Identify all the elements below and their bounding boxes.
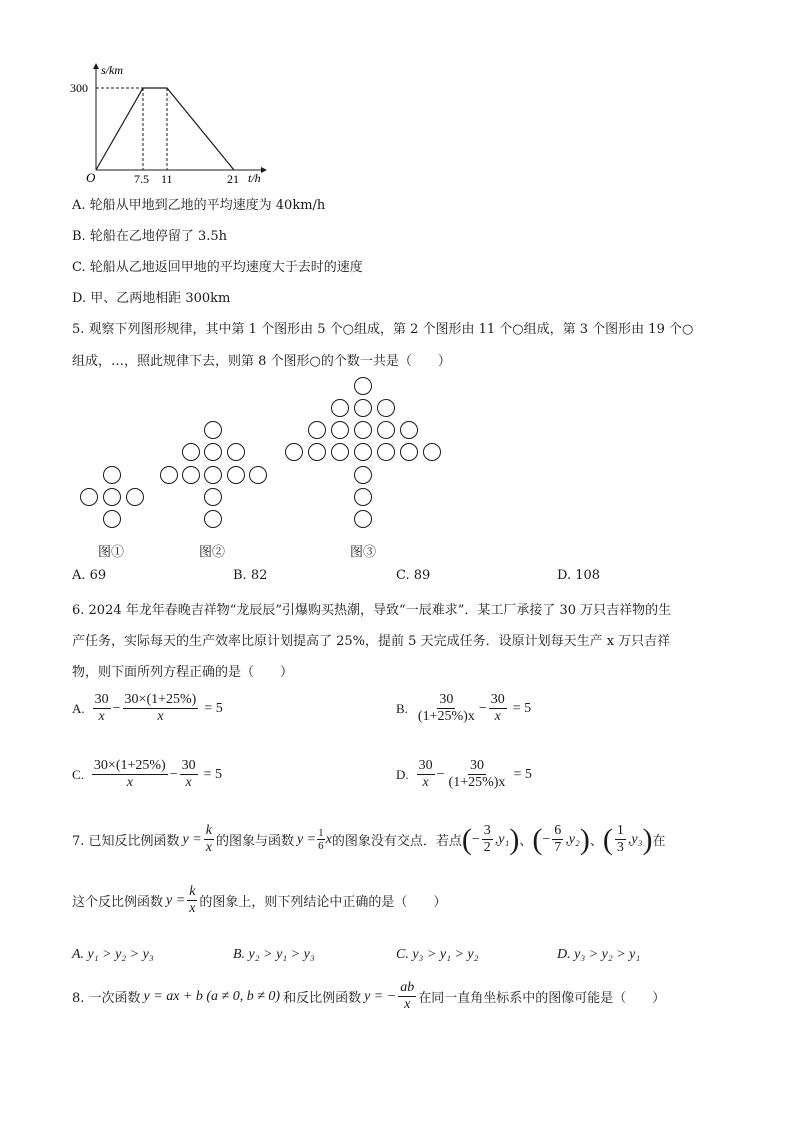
q7-point-1: ( − $\frac{3}{2}$ , y₁ ): [461, 822, 520, 856]
q7-option-d: D. y₃ > y₂ > y₁: [557, 947, 641, 962]
q5-option-d: D. 108: [557, 568, 601, 583]
q7-line-1: 7. 已知反比例函数 y = $\frac{k}{x}$ 的图象与函数 y = $\frac{1}{6}$ x 的图象没有交点．若点 ( − $\frac{3}{2}$ , y₁ ) 、 ( − $\frac{6}{7}$ , y₂ ) 、 ( $\frac{1}{3}$ , y₃ ) 在: [72, 822, 666, 856]
caption-figure-2: 图②: [199, 545, 226, 560]
q6-option-a: A. $\frac{30}{x}$ − $\frac{30\times(1+25\%)}{x}$ = 5: [72, 692, 223, 724]
q5-option-a: A. 69: [72, 568, 107, 583]
q6-line-1: 6. 2024 年龙年春晚吉祥物“龙辰辰”引爆购买热潮，导致“一辰难求”．某工厂承接了 30 万只吉祥物的生: [72, 603, 672, 618]
q7-k-over-x: $\frac{k}{x}$: [205, 823, 212, 855]
distance-time-graph: [66, 60, 276, 185]
figure-3: [286, 378, 441, 528]
q6-line-3: 物，则下面所列方程正确的是（ ）: [72, 665, 294, 680]
x-tick-11: 11: [161, 172, 173, 185]
origin-label: O: [86, 170, 96, 185]
q7-option-b: B. y₂ > y₁ > y₃: [233, 947, 315, 962]
q8-line: 8. 一次函数 y = ax + b (a ≠ 0, b ≠ 0) 和反比例函数 y = − $\frac{ab}{x}$ 在同一直角坐标系中的图像可能是（ ）: [72, 980, 666, 1012]
q6-b-frac-2: $\frac{30}{x}$: [490, 692, 505, 724]
q6-label-d: D.: [396, 766, 409, 782]
y-tick-300: 300: [70, 81, 88, 95]
figure-1: [81, 467, 144, 528]
q7-option-c: C. y₃ > y₁ > y₂: [396, 947, 479, 962]
q8-ab-over-x: $\frac{ab}{x}$: [400, 980, 415, 1012]
q4-option-b: B. 轮船在乙地停留了 3.5h: [72, 229, 227, 244]
q7-point-2: ( − $\frac{6}{7}$ , y₂ ): [532, 822, 590, 856]
q4-option-a: A. 轮船从甲地到乙地的平均速度为 40km/h: [72, 198, 326, 213]
q5-line-1: 5. 观察下列图形规律，其中第 1 个图形由 5 个○组成，第 2 个图形由 11 个○组成，第 3 个图形由 19 个○: [72, 322, 694, 337]
q6-c-frac-1: $\frac{30\times(1+25\%)}{x}$: [93, 758, 166, 790]
caption-figure-1: 图①: [98, 545, 125, 560]
q6-label-b: B.: [396, 700, 408, 716]
q6-c-frac-2: $\frac{30}{x}$: [181, 758, 196, 790]
q6-d-frac-1: $\frac{30}{x}$: [418, 758, 433, 790]
q6-option-b: B. $\frac{30}{(1+25\%)x}$ − $\frac{30}{x}$ = 5: [396, 692, 532, 724]
distance-line: [96, 88, 234, 170]
circle-pattern-figures: [70, 372, 450, 532]
q7-point-3: ( $\frac{1}{3}$ , y₃ ): [602, 822, 653, 856]
q5-option-b: B. 82: [233, 568, 268, 583]
q5-line-2: 组成，…，照此规律下去，则第 8 个图形○的个数一共是（ ）: [72, 354, 451, 369]
x-tick-21: 21: [227, 172, 239, 185]
q7-line-2: 这个反比例函数 y = $\frac{k}{x}$ 的图象上，则下列结论中正确的是（ ）: [72, 884, 447, 916]
q4-option-c: C. 轮船从乙地返回甲地的平均速度大于去时的速度: [72, 260, 363, 275]
q6-option-d: D. $\frac{30}{x}$ − $\frac{30}{(1+25\%)x}$ = 5: [396, 758, 532, 790]
q6-label-a: A.: [72, 700, 85, 716]
x-axis-label: t/h: [248, 171, 261, 185]
q4-option-d: D. 甲、乙两地相距 300km: [72, 291, 231, 306]
q7-one-sixth: $\frac{1}{6}$: [318, 827, 324, 852]
q6-b-frac-1: $\frac{30}{(1+25\%)x}$: [417, 692, 475, 724]
q6-label-c: C.: [72, 766, 84, 782]
q6-line-2: 产任务，实际每天的生产效率比原计划提高了 25%，提前 5 天完成任务．设原计划每天生产 x 万只吉祥: [72, 634, 671, 649]
q7-line2-k-over-x: $\frac{k}{x}$: [189, 884, 196, 916]
x-tick-7-5: 7.5: [134, 172, 149, 185]
q6-a-frac-1: $\frac{30}{x}$: [94, 692, 109, 724]
y-axis-label: s/km: [101, 63, 123, 77]
q7-option-a: A. y₁ > y₂ > y₃: [72, 947, 154, 962]
q6-d-frac-2: $\frac{30}{(1+25\%)x}$: [448, 758, 506, 790]
figure-2: [161, 422, 267, 528]
q5-option-c: C. 89: [396, 568, 431, 583]
q6-a-frac-2: $\frac{30\times(1+25\%)}{x}$: [124, 692, 197, 724]
caption-figure-3: 图③: [350, 545, 377, 560]
q6-option-c: C. $\frac{30\times(1+25\%)}{x}$ − $\frac{30}{x}$ = 5: [72, 758, 223, 790]
